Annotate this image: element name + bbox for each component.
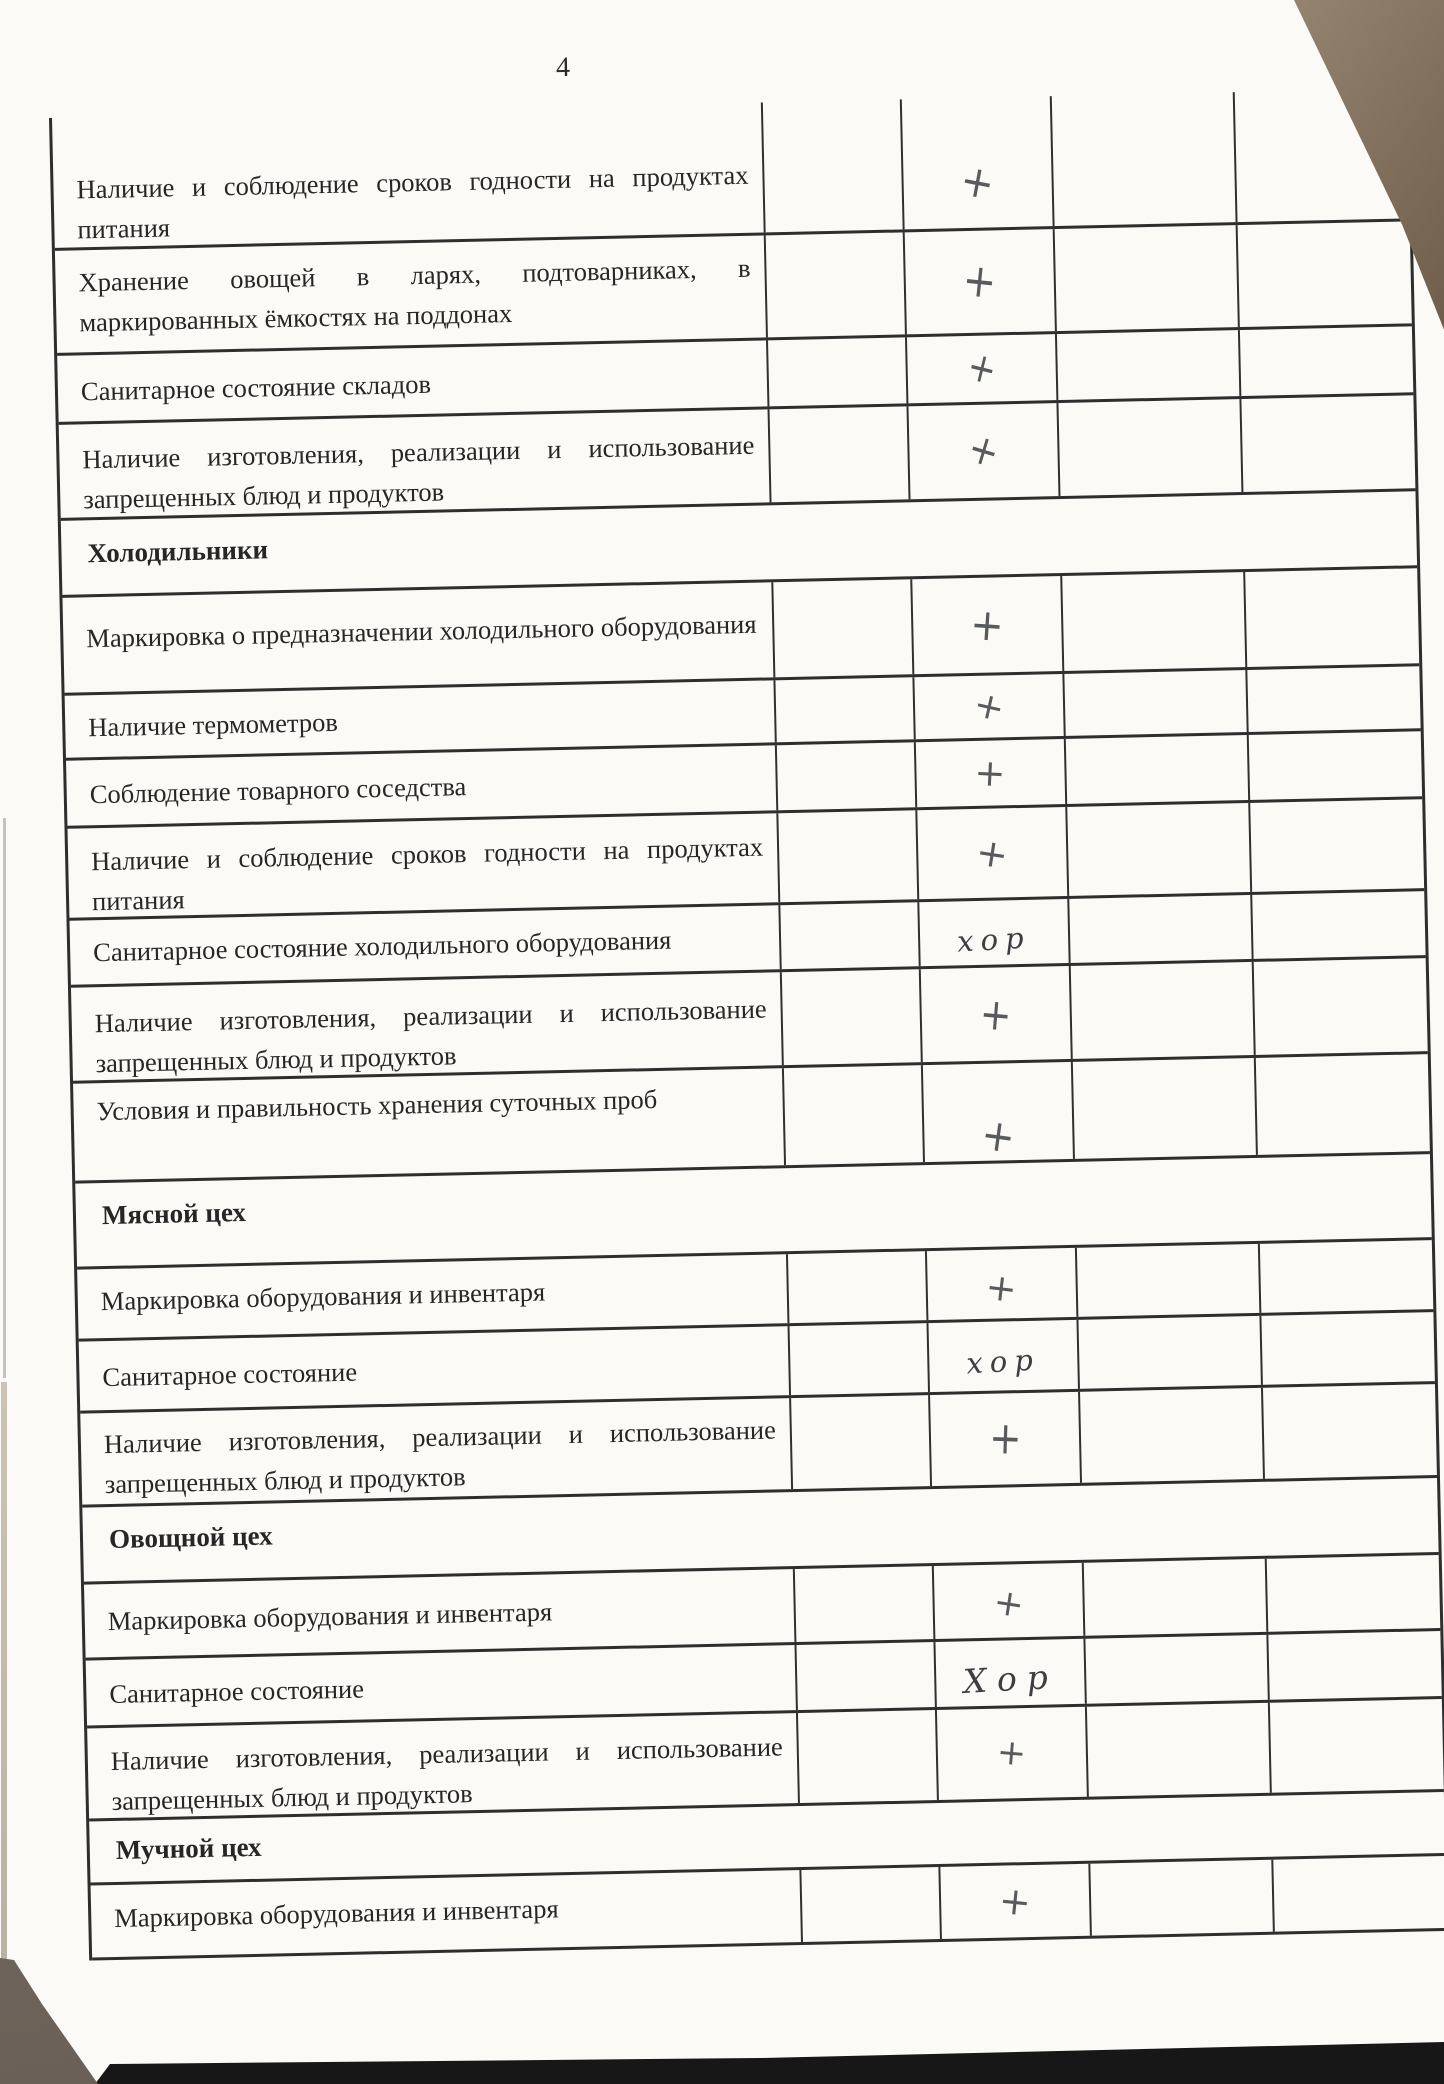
cell-mark [902,96,1055,229]
cell-empty [1071,962,1256,1059]
cell-mark [914,674,1065,739]
cell-empty [1052,92,1238,226]
row-description: Маркировка оборудования и инвентаря [84,1569,796,1657]
cell-empty [1084,1559,1269,1636]
cell-empty [1270,1699,1444,1793]
handwritten-plus-mark: + [968,598,1006,652]
scan-edge-line [3,818,6,1378]
cell-empty [795,1566,936,1642]
cell-mark [905,229,1057,334]
cell-empty [1252,891,1425,959]
row-description: Наличие изготовления, реализации и использование запрещенных блюд и продуктов [87,1713,800,1818]
section-title: Холодильники [87,534,269,569]
row-description: Условия и правильность хранения суточных проб [73,1068,786,1180]
cell-empty [1080,1388,1265,1483]
cell-empty [1250,799,1424,892]
cell-mark [930,1392,1082,1486]
row-description: Соблюдение товарного соседства [66,745,778,825]
cell-empty [1085,1635,1269,1704]
handwritten-plus-mark: + [990,1581,1027,1627]
row-description: Маркировка о предназначении холодильного оборудования [62,582,775,692]
cell-mark [935,1639,1086,1707]
handwritten-plus-mark: + [983,1264,1020,1312]
row-description: Хранение овощей в ларях, подтоварниках, в маркированных ёмкостях на поддонах [55,235,768,352]
cell-empty [1241,395,1415,492]
cell-empty [801,1867,942,1942]
cell-empty [780,902,920,969]
cell-mark [921,966,1073,1062]
cell-empty [1078,1316,1262,1389]
cell-empty [1247,666,1420,732]
row-description: Наличие термометров [65,680,777,757]
cell-mark [927,1248,1078,1320]
cell-empty [1066,735,1250,804]
cell-mark [919,899,1070,966]
cell-empty [770,406,911,502]
cell-empty [1058,399,1243,496]
cell-empty [1260,1240,1433,1313]
cell-empty [1254,958,1428,1055]
row-description: Наличие изготовления, реализации и использование запрещенных блюд и продуктов [71,972,784,1080]
row-description: Наличие и соблюдение сроков годности на продуктах питания [68,813,781,917]
cell-empty [778,810,919,902]
cell-empty [777,742,917,810]
handwritten-plus-mark: + [973,828,1012,878]
cell-empty [1055,225,1240,331]
cell-empty [1268,1631,1441,1700]
cell-mark [928,1320,1079,1392]
handwritten-plus-mark: + [977,987,1014,1041]
cell-empty [1067,803,1252,896]
cell-empty [796,1642,936,1710]
handwritten-word-mark: Хор [962,1656,1059,1702]
cell-empty [775,677,915,742]
cell-empty [768,337,908,406]
cell-mark [934,1563,1086,1639]
cell-mark [917,807,1069,899]
page-number: 4 [555,51,571,84]
handwritten-plus-mark: + [978,1108,1019,1164]
row-description: Наличие изготовления, реализации и использование запрещенных блюд и продуктов [59,409,772,517]
row-description: Санитарное состояние холодильного оборудования [70,905,782,984]
handwritten-plus-mark: + [960,253,1000,310]
cell-empty [773,579,914,677]
row-description: Наличие изготовления, реализации и использование запрещенных блюд и продуктов [80,1398,793,1504]
cell-empty [1256,1054,1430,1155]
scan-edge-line [1,1382,7,1967]
cell-empty [1267,1555,1441,1632]
cell-mark [908,403,1060,499]
handwritten-word-mark: хор [965,1341,1041,1381]
cell-empty [788,1251,928,1323]
cell-empty [791,1395,932,1489]
handwritten-plus-mark: + [962,342,1002,396]
inspection-checklist-table [49,88,1444,1960]
cell-empty [1249,731,1422,800]
cell-empty [1245,568,1419,667]
cell-empty [1263,1384,1437,1479]
row-description: Наличие и соблюдение сроков годности на продуктах питания [52,102,766,247]
cell-empty [766,232,907,337]
cell-mark [912,576,1064,674]
cell-empty [1077,1244,1261,1317]
cell-empty [1273,1856,1444,1932]
section-title: Овощной цех [108,1520,273,1555]
handwritten-plus-mark: + [995,1732,1029,1775]
cell-empty [1073,1058,1258,1159]
cell-empty [1087,1703,1272,1797]
cell-empty [1240,326,1413,396]
handwritten-plus-mark: + [969,683,1009,730]
section-title: Мучной цех [115,1831,262,1865]
row-description: Санитарное состояние [86,1645,798,1725]
handwritten-plus-mark: + [973,750,1008,796]
section-title: Мясной цех [101,1196,247,1231]
row-description: Маркировка оборудования и инвентаря [77,1254,789,1338]
cell-empty [1238,221,1412,327]
handwritten-word-mark: хор [956,920,1032,959]
handwritten-plus-mark: + [987,1412,1023,1466]
cell-empty [1057,330,1241,400]
cell-mark [923,1062,1075,1162]
row-description: Маркировка оборудования и инвентаря [91,1870,803,1957]
cell-mark [907,334,1058,403]
cell-empty [1064,670,1248,736]
row-description: Санитарное состояние складов [57,340,769,421]
handwritten-plus-mark: + [956,154,999,211]
cell-mark [916,739,1067,807]
cell-empty [798,1710,939,1803]
cell-empty [782,969,923,1065]
cell-empty [1090,1860,1275,1936]
handwritten-plus-mark: + [997,1877,1034,1925]
row-description: Санитарное состояние [79,1326,791,1410]
cell-mark [937,1707,1089,1800]
cell-empty [790,1323,930,1395]
cell-empty [1261,1312,1434,1385]
cell-mark [940,1864,1092,1939]
handwritten-plus-mark: + [962,424,1005,479]
cell-empty [1062,572,1247,671]
cell-empty [784,1065,925,1165]
cell-empty [1069,895,1253,963]
cell-empty [763,99,905,232]
